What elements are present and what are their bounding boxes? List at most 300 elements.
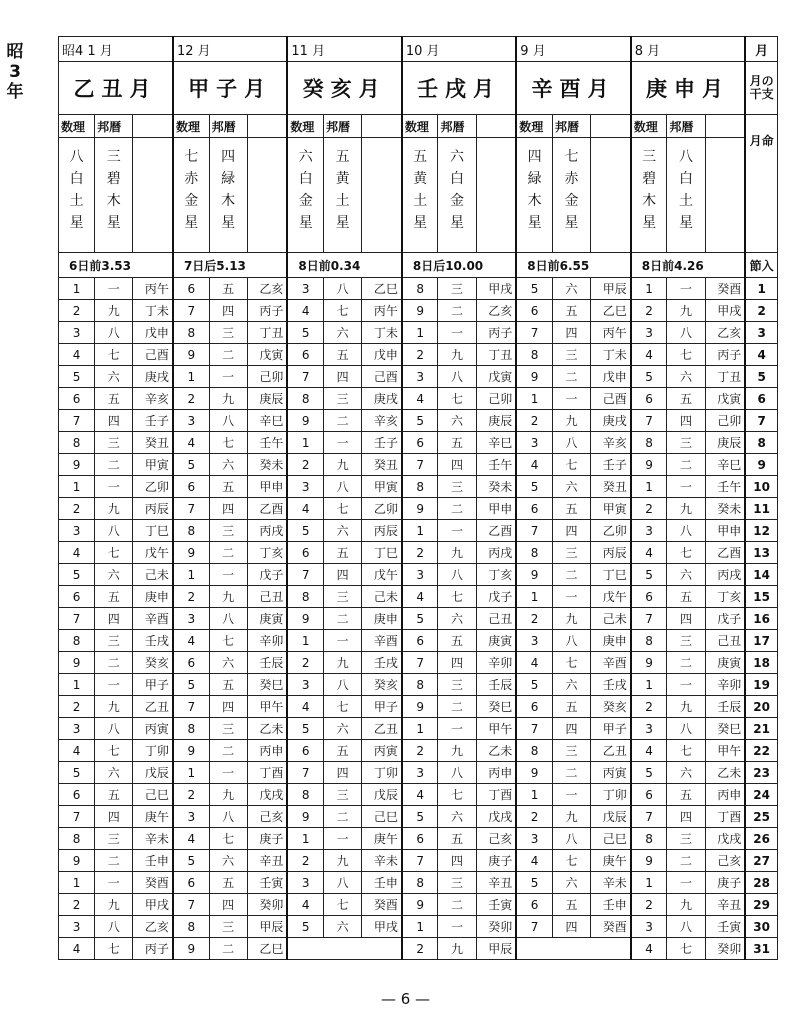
day-row <box>59 498 778 520</box>
star-char: 星 <box>413 215 428 231</box>
houreki-star-number: 五 <box>438 828 476 850</box>
star-char: 黄 <box>335 171 350 187</box>
houreki-star-number: 八 <box>552 432 590 454</box>
day-row <box>59 300 778 322</box>
suri-number: 5 <box>631 366 667 388</box>
day-kanshi: 庚寅 <box>476 630 516 652</box>
houreki-star-number: 八 <box>552 630 590 652</box>
suri-number: 9 <box>287 806 323 828</box>
houreki-star-number: 九 <box>438 542 476 564</box>
suri-number: 5 <box>173 454 209 476</box>
suri-number: 3 <box>631 520 667 542</box>
houreki-star-number: 三 <box>95 432 133 454</box>
day-kanshi: 甲午 <box>705 740 745 762</box>
day-number: 2 <box>745 300 777 322</box>
star-char: 木 <box>221 193 236 209</box>
day-number: 19 <box>745 674 777 696</box>
day-number: 17 <box>745 630 777 652</box>
day-kanshi: 庚子 <box>476 850 516 872</box>
houreki-star-number: 九 <box>95 498 133 520</box>
houreki-star-number: 一 <box>438 718 476 740</box>
houreki-label: 邦暦 <box>209 115 247 138</box>
suri-number: 6 <box>631 388 667 410</box>
houreki-star-number: 二 <box>552 366 590 388</box>
month-label: 9 月 <box>516 37 630 62</box>
star-char: 星 <box>450 215 465 231</box>
suri-number: 4 <box>287 894 323 916</box>
day-kanshi: 壬戌 <box>362 652 402 674</box>
houreki-star-number: 五 <box>667 388 705 410</box>
houreki-star-number: 八 <box>438 564 476 586</box>
suri-number: 4 <box>287 300 323 322</box>
suri-number: 1 <box>59 476 95 498</box>
day-kanshi: 壬子 <box>591 454 631 476</box>
day-kanshi: 癸未 <box>705 498 745 520</box>
day-kanshi: 壬午 <box>705 476 745 498</box>
suri-number: 3 <box>173 410 209 432</box>
suri-number: 5 <box>173 850 209 872</box>
day-number: 1 <box>745 278 777 300</box>
houreki-star-number: 八 <box>95 718 133 740</box>
day-kanshi: 壬辰 <box>705 696 745 718</box>
day-row <box>59 916 778 938</box>
houreki-label: 邦暦 <box>667 115 705 138</box>
suri-number: 6 <box>287 344 323 366</box>
suri-number: 8 <box>631 630 667 652</box>
houreki-star-number: 七 <box>438 388 476 410</box>
suri-number: 4 <box>516 850 552 872</box>
houreki-star-number: 七 <box>324 696 362 718</box>
empty-star-cell <box>476 138 516 253</box>
houreki-star-number: 四 <box>324 762 362 784</box>
suri-number: 8 <box>402 278 438 300</box>
day-kanshi: 乙丑 <box>362 718 402 740</box>
houreki-star-number: 四 <box>438 454 476 476</box>
day-kanshi: 戊申 <box>591 366 631 388</box>
day-kanshi: 辛亥 <box>133 388 173 410</box>
houreki-star-number: 二 <box>667 850 705 872</box>
star-char: 金 <box>184 193 199 209</box>
houreki-star-number: 七 <box>324 300 362 322</box>
houreki-star-number: 三 <box>438 476 476 498</box>
houreki-star-number: 六 <box>552 476 590 498</box>
houreki-star-number: 七 <box>438 784 476 806</box>
houreki-star-number: 八 <box>95 322 133 344</box>
day-kanshi: 辛酉 <box>362 630 402 652</box>
suri-number: 9 <box>59 454 95 476</box>
star-char: 土 <box>678 193 693 209</box>
houreki-star-number: 七 <box>667 542 705 564</box>
day-kanshi: 乙未 <box>476 740 516 762</box>
houreki-star-number: 六 <box>667 564 705 586</box>
suri-number: 3 <box>59 520 95 542</box>
suri-number: 2 <box>173 388 209 410</box>
houreki-star-number: 六 <box>324 916 362 938</box>
suri-number: 6 <box>516 696 552 718</box>
day-kanshi: 丁未 <box>591 344 631 366</box>
day-kanshi: 庚戌 <box>591 410 631 432</box>
suri-number: 3 <box>516 828 552 850</box>
suri-number: 1 <box>402 916 438 938</box>
suri-number: 6 <box>516 894 552 916</box>
suri-number: 9 <box>402 498 438 520</box>
houreki-star-number: 二 <box>438 894 476 916</box>
houreki-star-number: 五 <box>209 278 247 300</box>
suri-label: 数理 <box>173 115 209 138</box>
day-kanshi: 己卯 <box>247 366 287 388</box>
day-kanshi: 乙巳 <box>247 938 287 960</box>
suri-number: 1 <box>516 388 552 410</box>
day-kanshi: 甲子 <box>362 696 402 718</box>
day-kanshi: 甲寅 <box>591 498 631 520</box>
houreki-star-number: 九 <box>438 938 476 960</box>
day-kanshi: 甲戌 <box>362 916 402 938</box>
suri-number: 5 <box>287 916 323 938</box>
star-char: 木 <box>642 193 657 209</box>
day-kanshi: 甲戌 <box>133 894 173 916</box>
houreki-star-number: 三 <box>438 872 476 894</box>
houreki-star-number: 九 <box>667 498 705 520</box>
houreki-star-number: 六 <box>552 674 590 696</box>
suri-number: 3 <box>516 432 552 454</box>
suri-number: 2 <box>516 608 552 630</box>
suri-number: 6 <box>173 278 209 300</box>
houreki-star-number: 三 <box>667 432 705 454</box>
houreki-star <box>438 138 476 253</box>
day-kanshi: 丙子 <box>476 322 516 344</box>
day-kanshi: 丙寅 <box>591 762 631 784</box>
suri-star <box>173 138 209 253</box>
houreki-star-number: 七 <box>209 432 247 454</box>
suri-number: 8 <box>516 740 552 762</box>
suri-number: 8 <box>59 630 95 652</box>
suri-number: 9 <box>516 564 552 586</box>
houreki-star-number: 一 <box>438 916 476 938</box>
star-char: 星 <box>69 215 84 231</box>
suri-number: 4 <box>402 784 438 806</box>
day-kanshi: 庚午 <box>362 828 402 850</box>
suri-number: 5 <box>287 520 323 542</box>
day-kanshi: 己亥 <box>247 806 287 828</box>
houreki-star-number: 七 <box>209 828 247 850</box>
suri-number: 1 <box>287 432 323 454</box>
houreki-star-number: 六 <box>438 806 476 828</box>
day-kanshi: 辛巳 <box>247 410 287 432</box>
day-kanshi: 丙戌 <box>476 542 516 564</box>
houreki-star-number: 五 <box>95 388 133 410</box>
houreki-star-number: 九 <box>552 410 590 432</box>
star-char: 白 <box>69 171 84 187</box>
houreki-star-number: 六 <box>95 564 133 586</box>
suri-number: 3 <box>631 916 667 938</box>
day-number: 28 <box>745 872 777 894</box>
suri-number: 9 <box>173 344 209 366</box>
star-char: 星 <box>184 215 199 231</box>
suri-number: 6 <box>516 300 552 322</box>
suri-number: 2 <box>173 784 209 806</box>
day-kanshi: 庚辰 <box>705 432 745 454</box>
day-kanshi: 癸丑 <box>591 476 631 498</box>
suri-number: 3 <box>287 872 323 894</box>
empty-label-cell <box>247 115 287 138</box>
day-kanshi: 己未 <box>362 586 402 608</box>
houreki-star-number: 二 <box>667 652 705 674</box>
day-kanshi: 癸巳 <box>247 674 287 696</box>
suri-number: 1 <box>173 366 209 388</box>
houreki-star-number: 三 <box>552 344 590 366</box>
day-number: 18 <box>745 652 777 674</box>
houreki-star-number: 二 <box>438 300 476 322</box>
houreki-label: 邦暦 <box>324 115 362 138</box>
houreki-star-number: 一 <box>438 520 476 542</box>
day-kanshi: 甲申 <box>476 498 516 520</box>
suri-number: 6 <box>59 784 95 806</box>
empty-day-cell <box>516 938 630 960</box>
day-row <box>59 366 778 388</box>
day-kanshi: 壬寅 <box>476 894 516 916</box>
day-kanshi: 壬戌 <box>133 630 173 652</box>
houreki-star-number: 六 <box>667 762 705 784</box>
houreki-star-number: 一 <box>552 388 590 410</box>
houreki-star-number: 三 <box>667 630 705 652</box>
day-kanshi: 庚戌 <box>133 366 173 388</box>
suri-number: 2 <box>59 696 95 718</box>
suri-number: 5 <box>287 718 323 740</box>
day-kanshi: 丁酉 <box>705 806 745 828</box>
day-kanshi: 丙午 <box>362 300 402 322</box>
houreki-star-number: 八 <box>95 520 133 542</box>
day-kanshi: 戊辰 <box>591 806 631 828</box>
houreki-star-number: 二 <box>209 542 247 564</box>
houreki-star-number: 四 <box>95 410 133 432</box>
houreki-star-number: 二 <box>209 938 247 960</box>
houreki-star-number: 八 <box>95 916 133 938</box>
day-kanshi: 壬子 <box>133 410 173 432</box>
suri-label: 数理 <box>59 115 95 138</box>
suri-number: 2 <box>59 894 95 916</box>
day-kanshi: 庚戌 <box>362 388 402 410</box>
day-kanshi: 己未 <box>591 608 631 630</box>
houreki-star-number: 九 <box>95 696 133 718</box>
houreki-star-number: 六 <box>438 410 476 432</box>
suri-number: 9 <box>287 608 323 630</box>
day-number: 10 <box>745 476 777 498</box>
suri-number: 7 <box>59 806 95 828</box>
day-kanshi: 辛巳 <box>476 432 516 454</box>
suri-number: 3 <box>287 476 323 498</box>
day-row <box>59 740 778 762</box>
star-char: 星 <box>527 215 542 231</box>
side-char: 昭 <box>6 42 24 62</box>
houreki-star-number: 九 <box>209 586 247 608</box>
day-kanshi: 丙申 <box>476 762 516 784</box>
houreki-star-number: 一 <box>95 872 133 894</box>
day-kanshi: 乙酉 <box>476 520 516 542</box>
suri-number: 3 <box>287 674 323 696</box>
suri-number: 4 <box>59 344 95 366</box>
setsu-iri-time: 8日前6.55 <box>516 253 630 278</box>
suri-number: 5 <box>516 278 552 300</box>
day-number: 11 <box>745 498 777 520</box>
day-row <box>59 850 778 872</box>
day-kanshi: 甲辰 <box>247 916 287 938</box>
day-number: 31 <box>745 938 777 960</box>
day-kanshi: 丁酉 <box>476 784 516 806</box>
suri-number: 2 <box>287 850 323 872</box>
suri-number: 9 <box>173 740 209 762</box>
houreki-star-number: 六 <box>209 454 247 476</box>
houreki-star-number: 三 <box>209 718 247 740</box>
day-row <box>59 388 778 410</box>
suri-number: 6 <box>173 652 209 674</box>
suri-number: 2 <box>631 894 667 916</box>
houreki-star-number: 九 <box>209 388 247 410</box>
houreki-star-number: 二 <box>324 806 362 828</box>
star-char: 土 <box>335 193 350 209</box>
suri-star <box>631 138 667 253</box>
day-kanshi: 戊寅 <box>247 344 287 366</box>
month-label: 昭4 1 月 <box>59 37 173 62</box>
suri-number: 4 <box>59 740 95 762</box>
houreki-star-number: 九 <box>552 806 590 828</box>
setsu-iri-time: 8日前4.26 <box>631 253 745 278</box>
suri-number: 3 <box>173 806 209 828</box>
houreki-star-number: 八 <box>552 828 590 850</box>
day-kanshi: 戊午 <box>362 564 402 586</box>
day-kanshi: 戊午 <box>133 542 173 564</box>
day-kanshi: 戊戌 <box>476 806 516 828</box>
houreki-star-number: 二 <box>438 498 476 520</box>
day-kanshi: 庚午 <box>133 806 173 828</box>
star-char: 四 <box>221 149 236 165</box>
star-char: 金 <box>450 193 465 209</box>
houreki-star-number: 九 <box>667 696 705 718</box>
suri-number: 4 <box>173 630 209 652</box>
suri-label: 数理 <box>402 115 438 138</box>
star-char: 木 <box>527 193 542 209</box>
day-kanshi: 癸巳 <box>705 718 745 740</box>
star-char: 三 <box>106 149 121 165</box>
suri-number: 8 <box>59 432 95 454</box>
houreki-star-number: 一 <box>95 476 133 498</box>
houreki-star-number: 七 <box>95 740 133 762</box>
day-kanshi: 癸酉 <box>133 872 173 894</box>
day-row <box>59 938 778 960</box>
empty-star-cell <box>362 138 402 253</box>
suri-number: 8 <box>402 674 438 696</box>
day-kanshi: 戊寅 <box>705 388 745 410</box>
houreki-star-number: 一 <box>667 872 705 894</box>
suri-label: 数理 <box>631 115 667 138</box>
day-kanshi: 甲申 <box>705 520 745 542</box>
suri-number: 6 <box>59 586 95 608</box>
houreki-star-number: 七 <box>324 498 362 520</box>
houreki-star-number: 五 <box>95 586 133 608</box>
houreki-star <box>667 138 705 253</box>
empty-star-cell <box>591 138 631 253</box>
houreki-star-number: 五 <box>552 696 590 718</box>
houreki-star-number: 一 <box>324 630 362 652</box>
day-kanshi: 己酉 <box>133 344 173 366</box>
day-kanshi: 癸卯 <box>705 938 745 960</box>
star-char: 星 <box>678 215 693 231</box>
suri-number: 7 <box>631 410 667 432</box>
suri-number: 6 <box>631 586 667 608</box>
suri-number: 3 <box>402 564 438 586</box>
suri-number: 3 <box>59 916 95 938</box>
houreki-star-number: 一 <box>209 762 247 784</box>
day-kanshi: 辛亥 <box>362 410 402 432</box>
day-kanshi: 甲寅 <box>133 454 173 476</box>
star-char: 赤 <box>184 171 199 187</box>
star-char: 星 <box>298 215 313 231</box>
houreki-star-number: 六 <box>667 366 705 388</box>
houreki-star-number: 五 <box>667 784 705 806</box>
day-number: 3 <box>745 322 777 344</box>
day-kanshi: 壬子 <box>362 432 402 454</box>
day-kanshi: 壬午 <box>247 432 287 454</box>
suri-number: 8 <box>402 872 438 894</box>
day-number: 16 <box>745 608 777 630</box>
day-kanshi: 庚辰 <box>247 388 287 410</box>
star-char: 金 <box>298 193 313 209</box>
suri-number: 9 <box>631 454 667 476</box>
suri-number: 1 <box>173 564 209 586</box>
day-kanshi: 戊辰 <box>362 784 402 806</box>
suri-number: 4 <box>287 498 323 520</box>
suri-number: 7 <box>173 300 209 322</box>
suri-number: 5 <box>59 564 95 586</box>
day-number: 22 <box>745 740 777 762</box>
houreki-star-number: 二 <box>209 740 247 762</box>
day-kanshi: 丙寅 <box>362 740 402 762</box>
empty-star-cell <box>133 138 173 253</box>
houreki-star-number: 八 <box>209 410 247 432</box>
day-row <box>59 894 778 916</box>
day-kanshi: 甲辰 <box>476 938 516 960</box>
star-char: 白 <box>298 171 313 187</box>
suri-number: 5 <box>59 366 95 388</box>
day-number: 5 <box>745 366 777 388</box>
suri-number: 6 <box>287 740 323 762</box>
day-kanshi: 庚寅 <box>705 652 745 674</box>
houreki-star-number: 三 <box>324 784 362 806</box>
houreki-star-number: 一 <box>667 278 705 300</box>
day-kanshi: 庚辰 <box>476 410 516 432</box>
day-kanshi: 辛卯 <box>476 652 516 674</box>
suri-number: 1 <box>59 872 95 894</box>
month-kanshi: 辛酉月 <box>516 62 630 115</box>
side-char: 年 <box>6 82 24 102</box>
houreki-star-number: 三 <box>552 542 590 564</box>
setsu-column-title: 節入 <box>745 253 777 278</box>
suri-number: 9 <box>516 762 552 784</box>
day-kanshi: 丁未 <box>133 300 173 322</box>
day-kanshi: 癸酉 <box>591 916 631 938</box>
day-kanshi: 丁巳 <box>133 520 173 542</box>
suri-number: 9 <box>516 366 552 388</box>
suri-number: 4 <box>631 740 667 762</box>
day-kanshi: 壬寅 <box>705 916 745 938</box>
houreki-star-number: 七 <box>552 850 590 872</box>
houreki-star-number: 七 <box>95 344 133 366</box>
day-kanshi: 壬辰 <box>476 674 516 696</box>
day-kanshi: 乙酉 <box>705 542 745 564</box>
houreki-star-number: 二 <box>95 652 133 674</box>
day-kanshi: 辛丑 <box>476 872 516 894</box>
day-kanshi: 己丑 <box>247 586 287 608</box>
star-char: 七 <box>564 149 579 165</box>
